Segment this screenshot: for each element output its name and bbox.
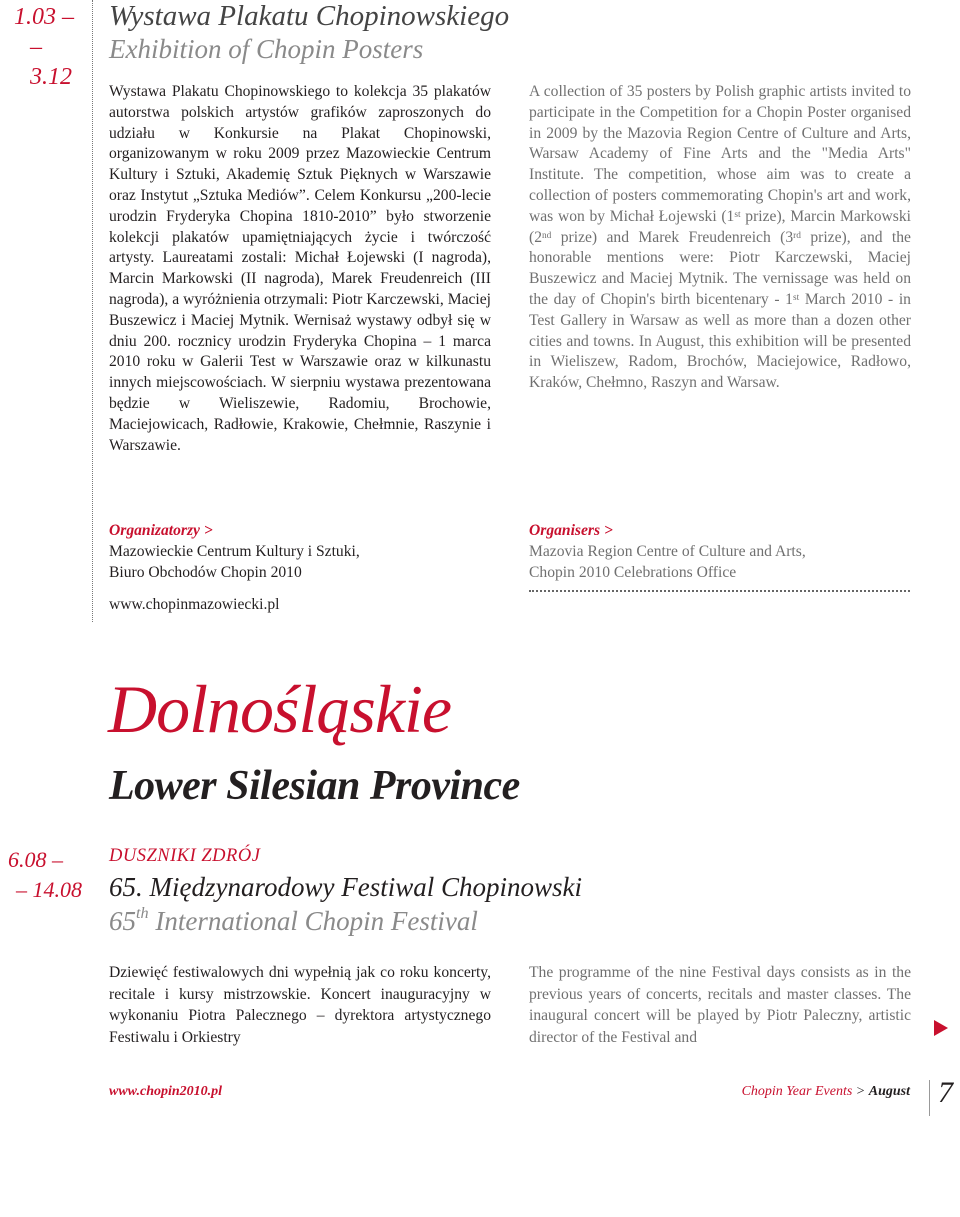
description-text: A collection of 35 posters by Polish graphic artists invited to participate in the Competition for a Chopin Poster organised in 2009 by the Mazovia Region Centre of Culture and Arts, Warsaw Academy of Fine Arts and the "Media Arts" Institute. The competition, whose aim was to create a collection of posters commemorating Chopin's art and work, was won by Michał Łojewski (1 <box>529 83 911 225</box>
organizers-en <box>529 520 919 583</box>
continue-arrow-icon[interactable] <box>934 1020 948 1036</box>
superscript: nd <box>542 230 552 241</box>
superscript: th <box>136 904 149 922</box>
superscript: st <box>734 209 741 220</box>
event-date-start: 6.08 – <box>8 847 63 872</box>
event-date <box>14 2 84 92</box>
organizers-line: Mazowieckie Centrum Kultury i Sztuki, <box>109 543 360 560</box>
festival-description-en: The programme of the nine Festival days consists as in the previous years of concerts, recitals and master classes. The inaugural concert will be played by Piotr Paleczny, artistic director of the Festival and <box>529 964 911 1046</box>
superscript: st <box>792 292 800 303</box>
exhibition-description-en <box>529 82 911 394</box>
organizers-line: Chopin 2010 Celebrations Office <box>529 564 737 581</box>
organizers-line: Mazovia Region Centre of Culture and Arts, <box>529 543 806 560</box>
event-date-start: 1.03 – <box>14 4 74 30</box>
dotted-divider-horizontal <box>529 590 910 592</box>
organizers-url-link[interactable]: www.chopinmazowiecki.pl <box>109 596 280 613</box>
footer-url-link[interactable]: www.chopin2010.pl <box>109 1084 223 1099</box>
event-date <box>8 845 88 905</box>
festival-number: 65 <box>109 906 136 936</box>
description-text: prize), and the honorable mentions were: Piotr Karczewski, Maciej Buszewicz and Maciej Mytnik. The vernissage was held on the day of Chopin's birth bicentenary - 1 <box>529 228 911 308</box>
exhibition-description-pl: Wystawa Plakatu Chopinowskiego to kolekcja 35 plakatów autorstwa polskich artystów grafików zaproszonych do udziału w Konkursie na Plakat Chopinowski, organizowanym w roku 2009 przez Mazowieckie Centrum Kultury i Sztuki, Akademię Sztuk Pięknych w Warszawie oraz Instytut „Sztuka Mediów”. Celem Konkursu „200-lecie urodzin Fryderyka Chopina 1810-2010” było stworzenie kolekcji plakatów upamiętniających życie i twórczość artysty. Laureatami zostali: Michał Łojewski (I nagroda), Marcin Markowski (II nagroda), Marek Freudenreich (III nagroda), a wyróżnienia otrzymali: Piotr Karczewski, Maciej Buszewicz i Maciej Mytnik. Wernisaż wystawy odbył się w dniu 200. rocznicy urodzin Fryderyka Chopina – 1 marca 2010 roku w Galerii Test w Warszawie oraz w kilkunastu innych miejscowościach. W sierpniu wystawa prezentowana będzie w Wieliszewie, Radomiu, Brochowie, Maciejowicach, Radłowie, Krakowie, Chełmnie, Raszynie i Warszawie. <box>109 83 491 454</box>
page-number-divider <box>929 1080 930 1116</box>
festival-title-en <box>109 906 478 937</box>
footer-section: Chopin Year Events <box>741 1084 853 1099</box>
exhibition-title-en: Exhibition of Chopin Posters <box>109 34 424 64</box>
region-title-en: Lower Silesian Province <box>109 763 520 809</box>
festival-description-pl: Dziewięć festiwalowych dni wypełnią jak co roku koncerty, recitale i kursy mistrzowskie. Koncert inauguracyjny w wykonaniu Piotra Palecznego – dyrektora artystycznego Festiwalu i Orkiestry <box>109 964 491 1046</box>
event-city: DUSZNIKI ZDRÓJ <box>109 846 261 866</box>
organizers-line: Biuro Obchodów Chopin 2010 <box>109 564 302 581</box>
superscript: rd <box>793 230 801 241</box>
organizers-label-en: Organisers > <box>529 522 613 539</box>
description-text: prize), Marcin Markowski (2 <box>529 207 912 246</box>
breadcrumb-separator: > <box>852 1084 869 1099</box>
event-date-end: – 14.08 <box>16 877 82 902</box>
organizers-label-pl: Organizatorzy > <box>109 522 213 539</box>
event-date-end: – 3.12 <box>30 34 72 90</box>
festival-title-rest: International Chopin Festival <box>148 906 478 936</box>
footer-breadcrumb <box>700 1084 910 1100</box>
page-number: 7 <box>938 1076 953 1109</box>
description-text: prize) and Marek Freudenreich (3 <box>551 228 794 246</box>
dotted-divider-vertical <box>92 0 93 622</box>
exhibition-title-pl: Wystawa Plakatu Chopinowskiego <box>109 0 510 32</box>
festival-title-pl: 65. Międzynarodowy Festiwal Chopinowski <box>109 872 582 902</box>
region-title-pl: Dolnośląskie <box>108 671 452 747</box>
description-text: March 2010 - in Test Gallery in Warsaw as well as more than a dozen other cities and towns. In August, this exhibition will be presented in Wieliszew, Radom, Brochów, Maciejowice, Radłowo, Kraków, Chełmno, Raszyn and Warsaw. <box>529 290 911 392</box>
footer-month: August <box>868 1084 910 1099</box>
organizers-pl <box>109 520 499 583</box>
